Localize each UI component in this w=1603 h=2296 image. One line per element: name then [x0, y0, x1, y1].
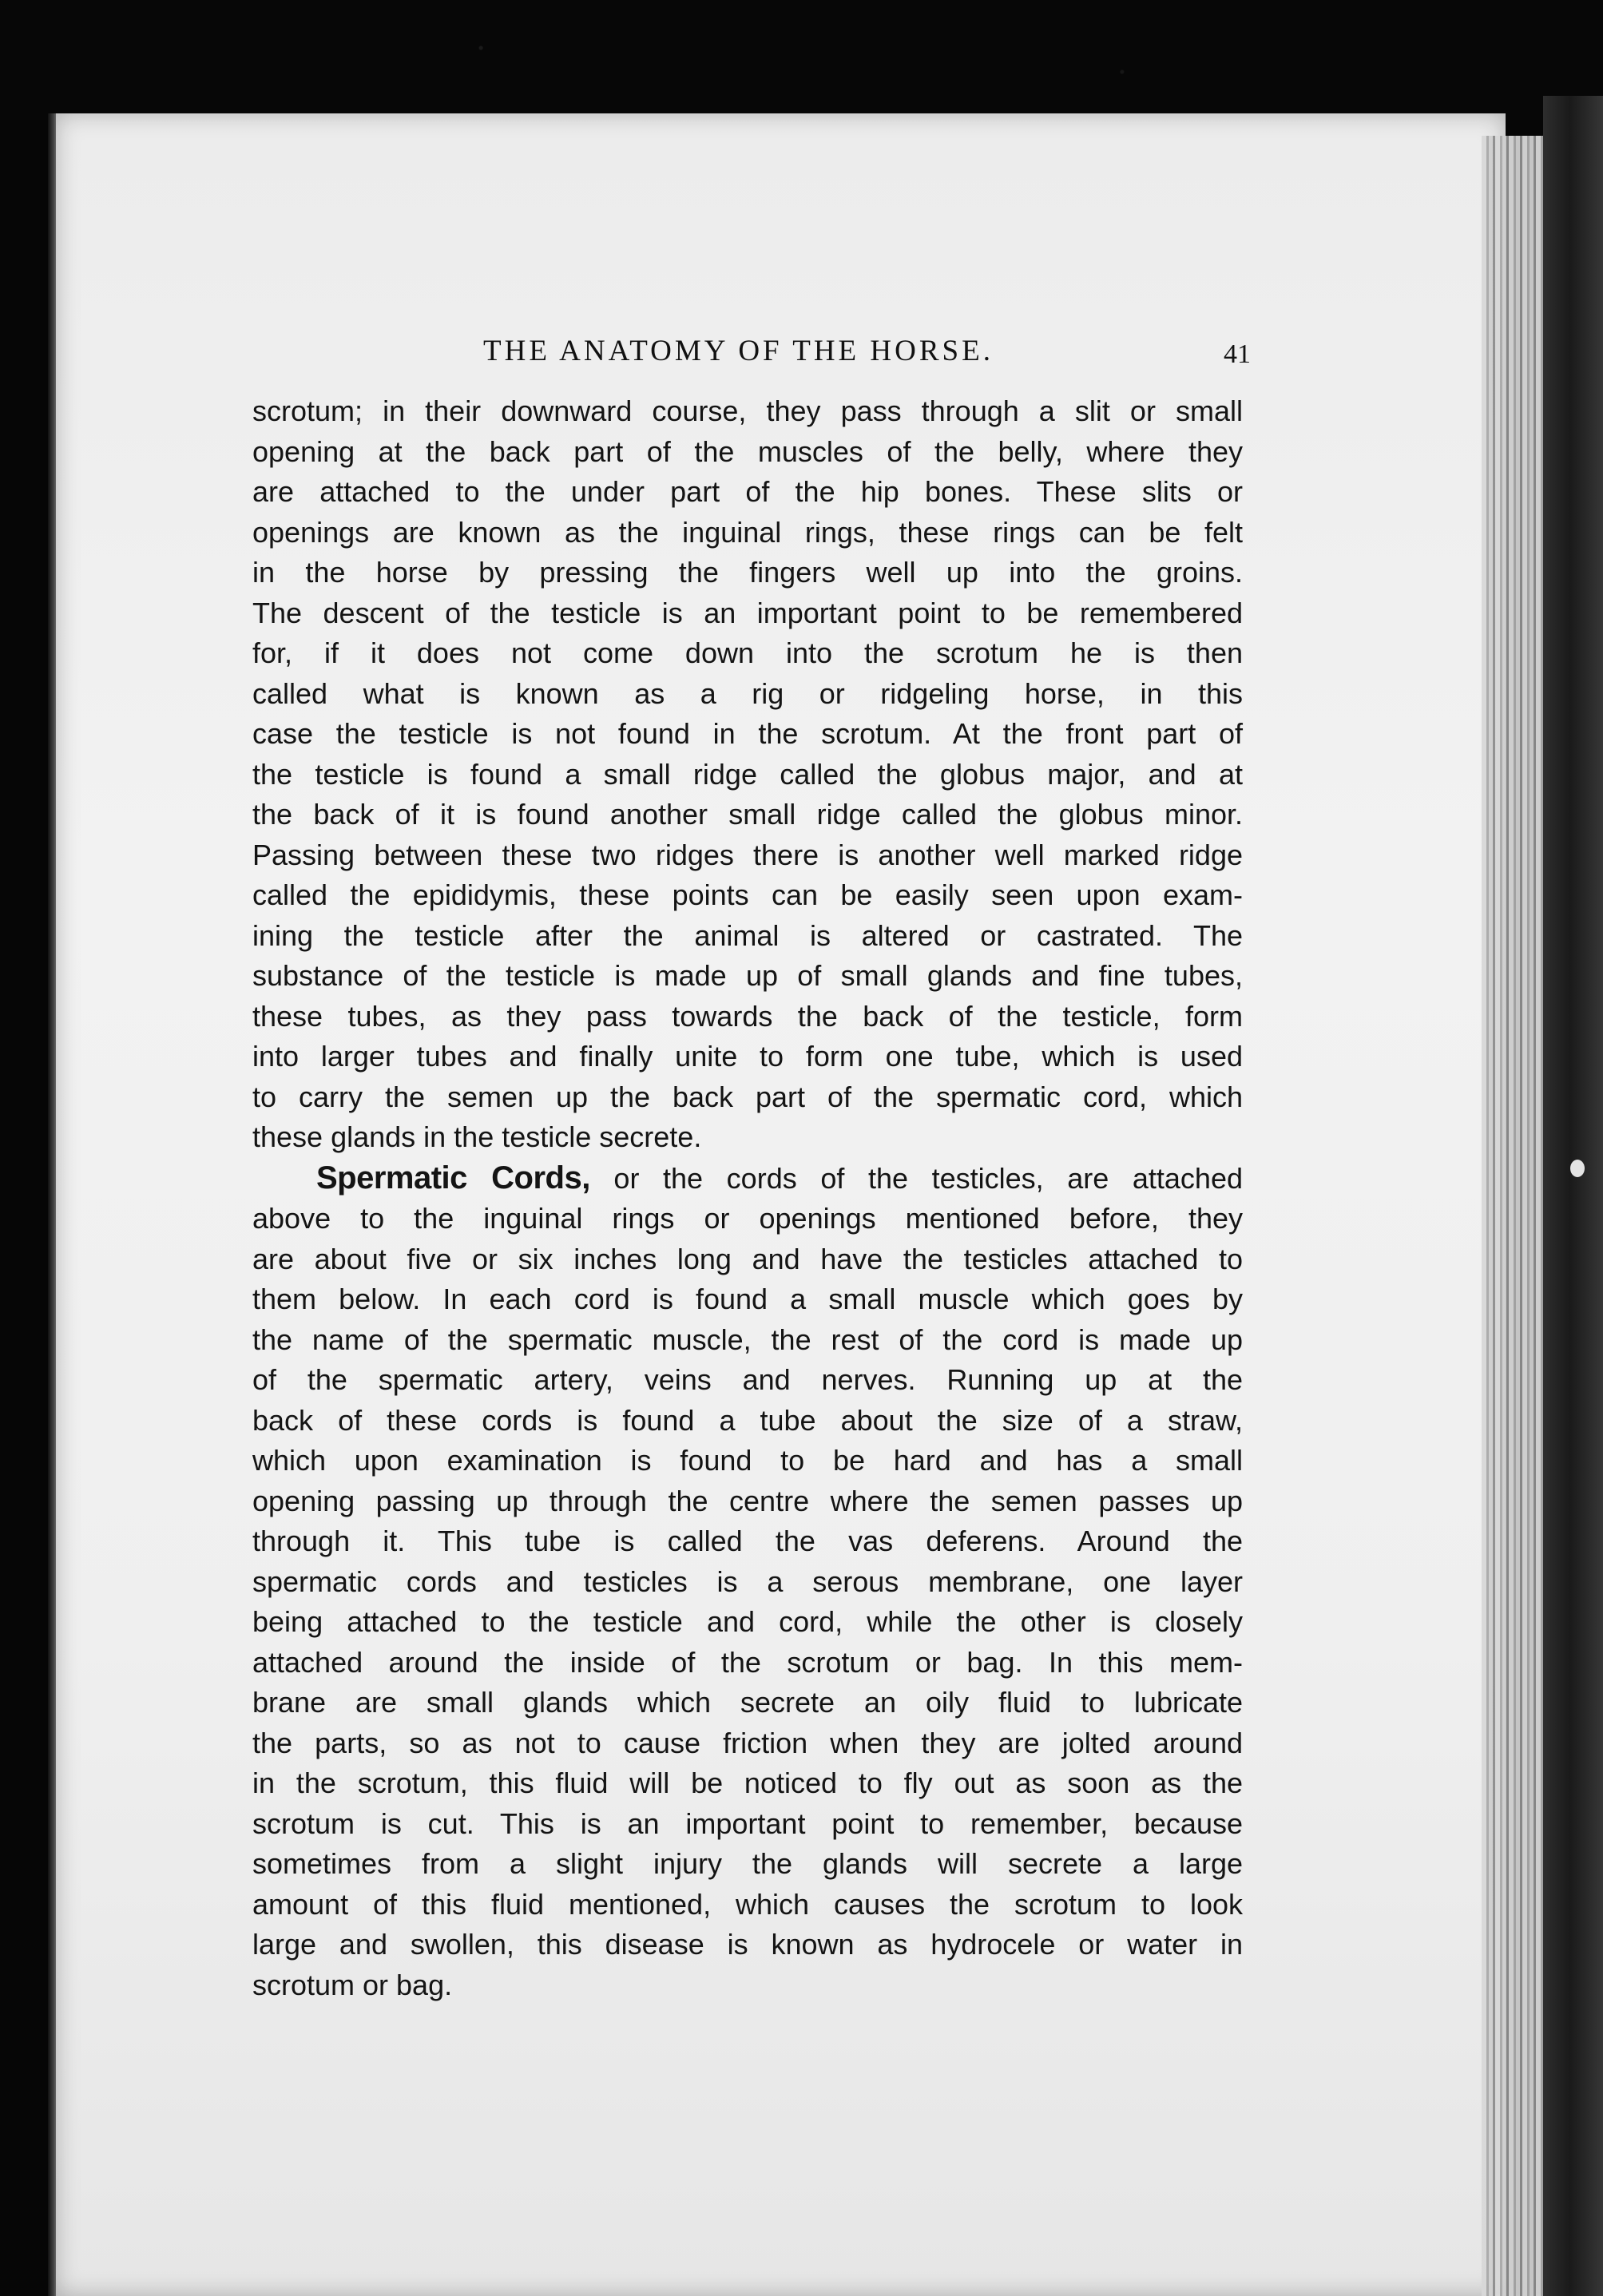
text-line: large and swollen, this disease is known as hydrocele or water in: [252, 1928, 1243, 1961]
text-line: the testicle is found a small ridge called the globus major, and at: [252, 757, 1243, 791]
text-line: in the scrotum, this fluid will be noticed to fly out as soon as the: [252, 1767, 1243, 1799]
text-line: are about five or six inches long and have the testicles attached to: [252, 1242, 1243, 1275]
section-heading: Spermatic Cords,: [316, 1160, 590, 1196]
bookmark-dot-icon: [1570, 1160, 1585, 1177]
book-cover-edge: [1543, 96, 1603, 2296]
text-line: sometimes from a slight injury the glands will secrete a large: [252, 1847, 1243, 1880]
text-line: The descent of the testicle is an important point to be remembered: [252, 596, 1243, 629]
text-line: these glands in the testicle secrete.: [252, 1120, 702, 1153]
page-body: [252, 391, 1243, 2005]
text-line: amount of this fluid mentioned, which causes the scrotum to look: [252, 1887, 1243, 1921]
text-line: spermatic cords and testicles is a serous membrane, one layer: [252, 1564, 1243, 1598]
text-line: of the spermatic artery, veins and nerves. Running up at the: [252, 1363, 1243, 1396]
text-line: attached around the inside of the scrotum or bag. In this mem-: [252, 1645, 1243, 1679]
text-line: case the testicle is not found in the scrotum. At the front part of: [252, 717, 1243, 750]
text-line: scrotum is cut. This is an important point to remember, because: [252, 1806, 1243, 1840]
page-stack-edge: [1482, 136, 1545, 2296]
text-line: into larger tubes and finally unite to form one tube, which is used: [252, 1040, 1243, 1073]
text-line: the name of the spermatic muscle, the rest of the cord is made up: [252, 1322, 1243, 1356]
text-line: openings are known as the inguinal rings, these rings can be felt: [252, 515, 1243, 549]
text-line: to carry the semen up the back part of the spermatic cord, which: [252, 1080, 1243, 1113]
text-line: opening passing up through the centre where the semen passes up: [252, 1484, 1243, 1517]
text-line: being attached to the testicle and cord, while the other is closely: [252, 1605, 1243, 1638]
text-line: scrotum or bag.: [252, 1968, 453, 2001]
text-line: ining the testicle after the animal is altered or castrated. The: [252, 918, 1243, 952]
text-line: above to the inguinal rings or openings mentioned before, they: [252, 1202, 1243, 1235]
text-line: the back of it is found another small ridge called the globus minor.: [252, 798, 1243, 831]
text-line: are attached to the under part of the hip bones. These slits or: [252, 475, 1243, 508]
text-line: these tubes, as they pass towards the back of the testicle, form: [252, 999, 1243, 1033]
running-head: THE ANATOMY OF THE HORSE.: [483, 335, 994, 367]
text-line: substance of the testicle is made up of small glands and fine tubes,: [252, 959, 1243, 992]
text-line: for, if it does not come down into the scrotum he is then: [252, 636, 1243, 669]
text-line: called what is known as a rig or ridgeling horse, in this: [252, 676, 1243, 710]
page-number: 41: [1224, 339, 1251, 369]
text-line: opening at the back part of the muscles of the belly, where they: [252, 434, 1243, 468]
text-line: called the epididymis, these points can be easily seen upon exam-: [252, 878, 1243, 911]
paragraph-first-line: [252, 1158, 1243, 1200]
text-line: which upon examination is found to be hard and has a small: [252, 1444, 1243, 1477]
heading-line-text: or the cords of the testicles, are attached: [613, 1161, 1243, 1195]
text-line: back of these cords is found a tube about the size of a straw,: [252, 1403, 1243, 1437]
text-line: the parts, so as not to cause friction when they are jolted around: [252, 1726, 1243, 1759]
text-line: brane are small glands which secrete an oily fluid to lubricate: [252, 1686, 1243, 1719]
text-line: Passing between these two ridges there is another well marked ridge: [252, 838, 1243, 871]
scan-background-noise: [0, 0, 1603, 120]
text-line: them below. In each cord is found a small muscle which goes by: [252, 1283, 1243, 1315]
text-line: in the horse by pressing the fingers well up into the groins.: [252, 556, 1243, 589]
text-line: scrotum; in their downward course, they pass through a slit or small: [252, 395, 1243, 427]
text-line: through it. This tube is called the vas deferens. Around the: [252, 1525, 1243, 1557]
